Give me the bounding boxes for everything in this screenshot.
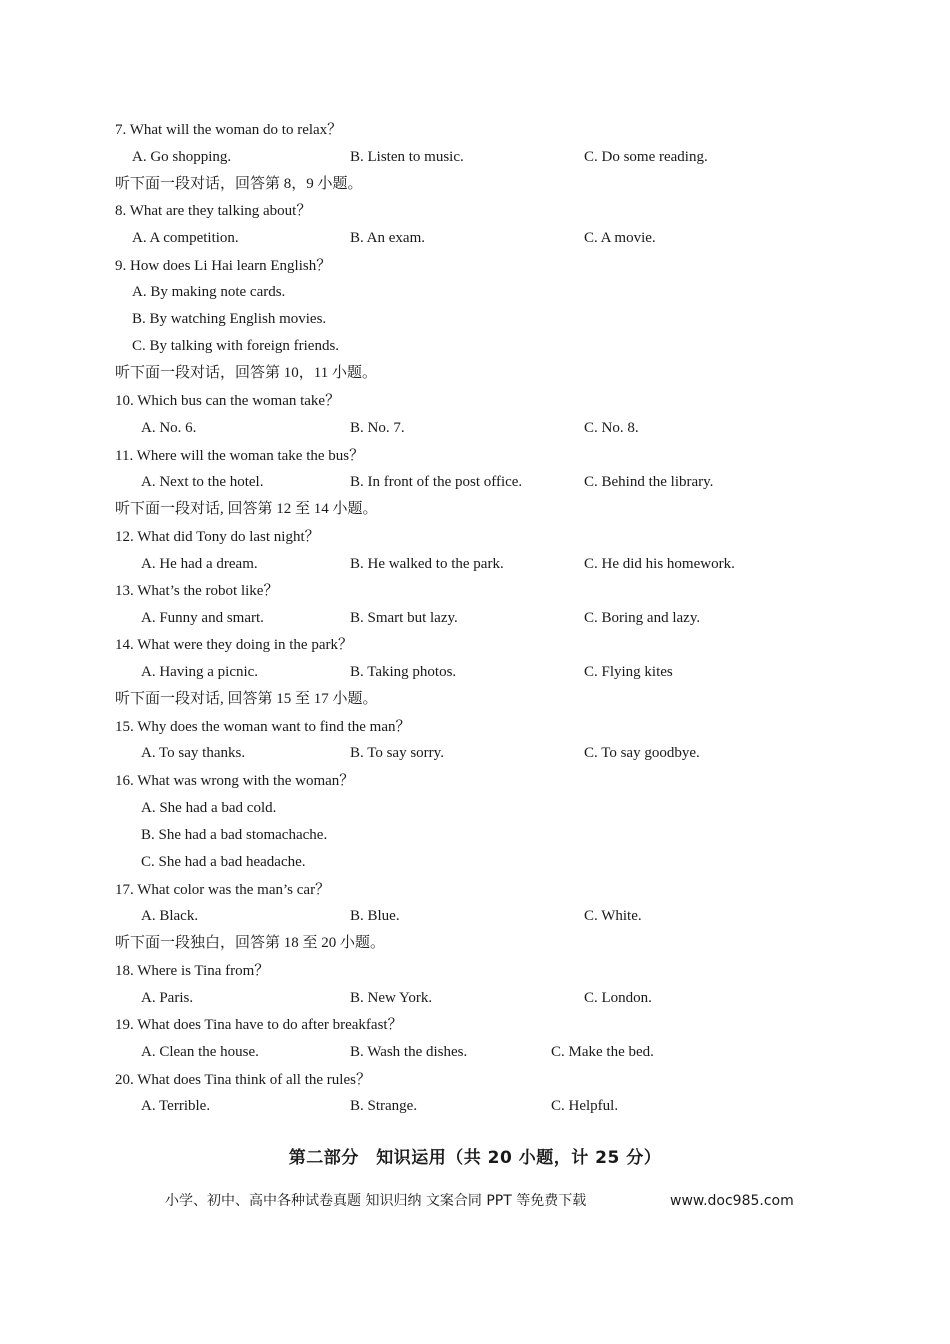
question-15: 15. Why does the woman want to find the man？ xyxy=(115,719,411,735)
page-footer xyxy=(165,1191,794,1211)
q19-option-b: B. Wash the dishes. xyxy=(350,1044,468,1060)
q7-option-b: B. Listen to music. xyxy=(350,149,464,165)
q8-option-a: A. A competition. xyxy=(132,230,239,246)
q13-option-b: B. Smart but lazy. xyxy=(350,610,458,626)
q13-option-c: C. Boring and lazy. xyxy=(584,610,701,626)
q12-option-a: A. He had a dream. xyxy=(141,556,258,572)
q10-option-a: A. No. 6. xyxy=(141,420,197,436)
q11-option-a: A. Next to the hotel. xyxy=(141,474,264,490)
q9-option-a: A. By making note cards. xyxy=(132,284,286,300)
q18-option-a: A. Paris. xyxy=(141,990,194,1006)
q19-option-a: A. Clean the house. xyxy=(141,1044,259,1060)
instruction-q10-11: 听下面一段对话，回答第 10，11 小题。 xyxy=(115,365,377,381)
q7-option-a: A. Go shopping. xyxy=(132,149,232,165)
instruction-q15-17: 听下面一段对话, 回答第 15 至 17 小题。 xyxy=(115,691,378,707)
q12-option-c: C. He did his homework. xyxy=(584,556,735,572)
q15-option-b: B. To say sorry. xyxy=(350,745,444,761)
q15-option-a: A. To say thanks. xyxy=(141,745,246,761)
q8-option-c: C. A movie. xyxy=(584,230,656,246)
q16-option-a: A. She had a bad cold. xyxy=(141,800,277,816)
instruction-q8-9: 听下面一段对话，回答第 8，9 小题。 xyxy=(115,176,363,192)
q20-option-a: A. Terrible. xyxy=(141,1098,211,1114)
footer-text: 小学、初中、高中各种试卷真题 知识归纳 文案合同 PPT 等免费下载 xyxy=(165,1193,587,1209)
question-13: 13. What’s the robot like？ xyxy=(115,583,279,599)
question-16: 16. What was wrong with the woman？ xyxy=(115,773,355,789)
question-19: 19. What does Tina have to do after breakfast？ xyxy=(115,1017,403,1033)
q15-option-c: C. To say goodbye. xyxy=(584,745,700,761)
instruction-q18-20: 听下面一段独白，回答第 18 至 20 小题。 xyxy=(115,935,386,951)
q8-option-b: B. An exam. xyxy=(350,230,425,246)
question-14: 14. What were they doing in the park？ xyxy=(115,637,353,653)
q16-option-b: B. She had a bad stomachache. xyxy=(141,827,328,843)
q11-option-b: B. In front of the post office. xyxy=(350,474,523,490)
q14-option-a: A. Having a picnic. xyxy=(141,664,259,680)
q10-option-b: B. No. 7. xyxy=(350,420,405,436)
question-12: 12. What did Tony do last night？ xyxy=(115,529,320,545)
q9-option-c: C. By talking with foreign friends. xyxy=(132,338,340,354)
q9-option-b: B. By watching English movies. xyxy=(132,311,327,327)
q10-option-c: C. No. 8. xyxy=(584,420,639,436)
q17-option-b: B. Blue. xyxy=(350,908,400,924)
q18-option-b: B. New York. xyxy=(350,990,433,1006)
question-20: 20. What does Tina think of all the rules？ xyxy=(115,1072,371,1088)
q13-option-a: A. Funny and smart. xyxy=(141,610,264,626)
question-7: 7. What will the woman do to relax？ xyxy=(115,122,343,138)
question-17: 17. What color was the man’s car？ xyxy=(115,882,331,898)
question-18: 18. Where is Tina from？ xyxy=(115,963,270,979)
instruction-q12-14: 听下面一段对话, 回答第 12 至 14 小题。 xyxy=(115,501,378,517)
q14-option-c: C. Flying kites xyxy=(584,664,673,680)
q17-option-a: A. Black. xyxy=(141,908,199,924)
q20-option-c: C. Helpful. xyxy=(551,1098,619,1114)
question-8: 8. What are they talking about？ xyxy=(115,203,312,219)
q14-option-b: B. Taking photos. xyxy=(350,664,457,680)
q19-option-c: C. Make the bed. xyxy=(551,1044,654,1060)
q18-option-c: C. London. xyxy=(584,990,652,1006)
q20-option-b: B. Strange. xyxy=(350,1098,418,1114)
q12-option-b: B. He walked to the park. xyxy=(350,556,504,572)
q16-option-c: C. She had a bad headache. xyxy=(141,854,306,870)
question-10: 10. Which bus can the woman take？ xyxy=(115,393,341,409)
section-title: 第二部分 知识运用（共 20 小题，计 25 分） xyxy=(288,1148,662,1168)
question-11: 11. Where will the woman take the bus？ xyxy=(115,448,365,464)
footer-url[interactable]: www.doc985.com xyxy=(670,1193,794,1209)
q7-option-c: C. Do some reading. xyxy=(584,149,708,165)
q17-option-c: C. White. xyxy=(584,908,642,924)
q11-option-c: C. Behind the library. xyxy=(584,474,714,490)
question-9: 9. How does Li Hai learn English？ xyxy=(115,258,332,274)
